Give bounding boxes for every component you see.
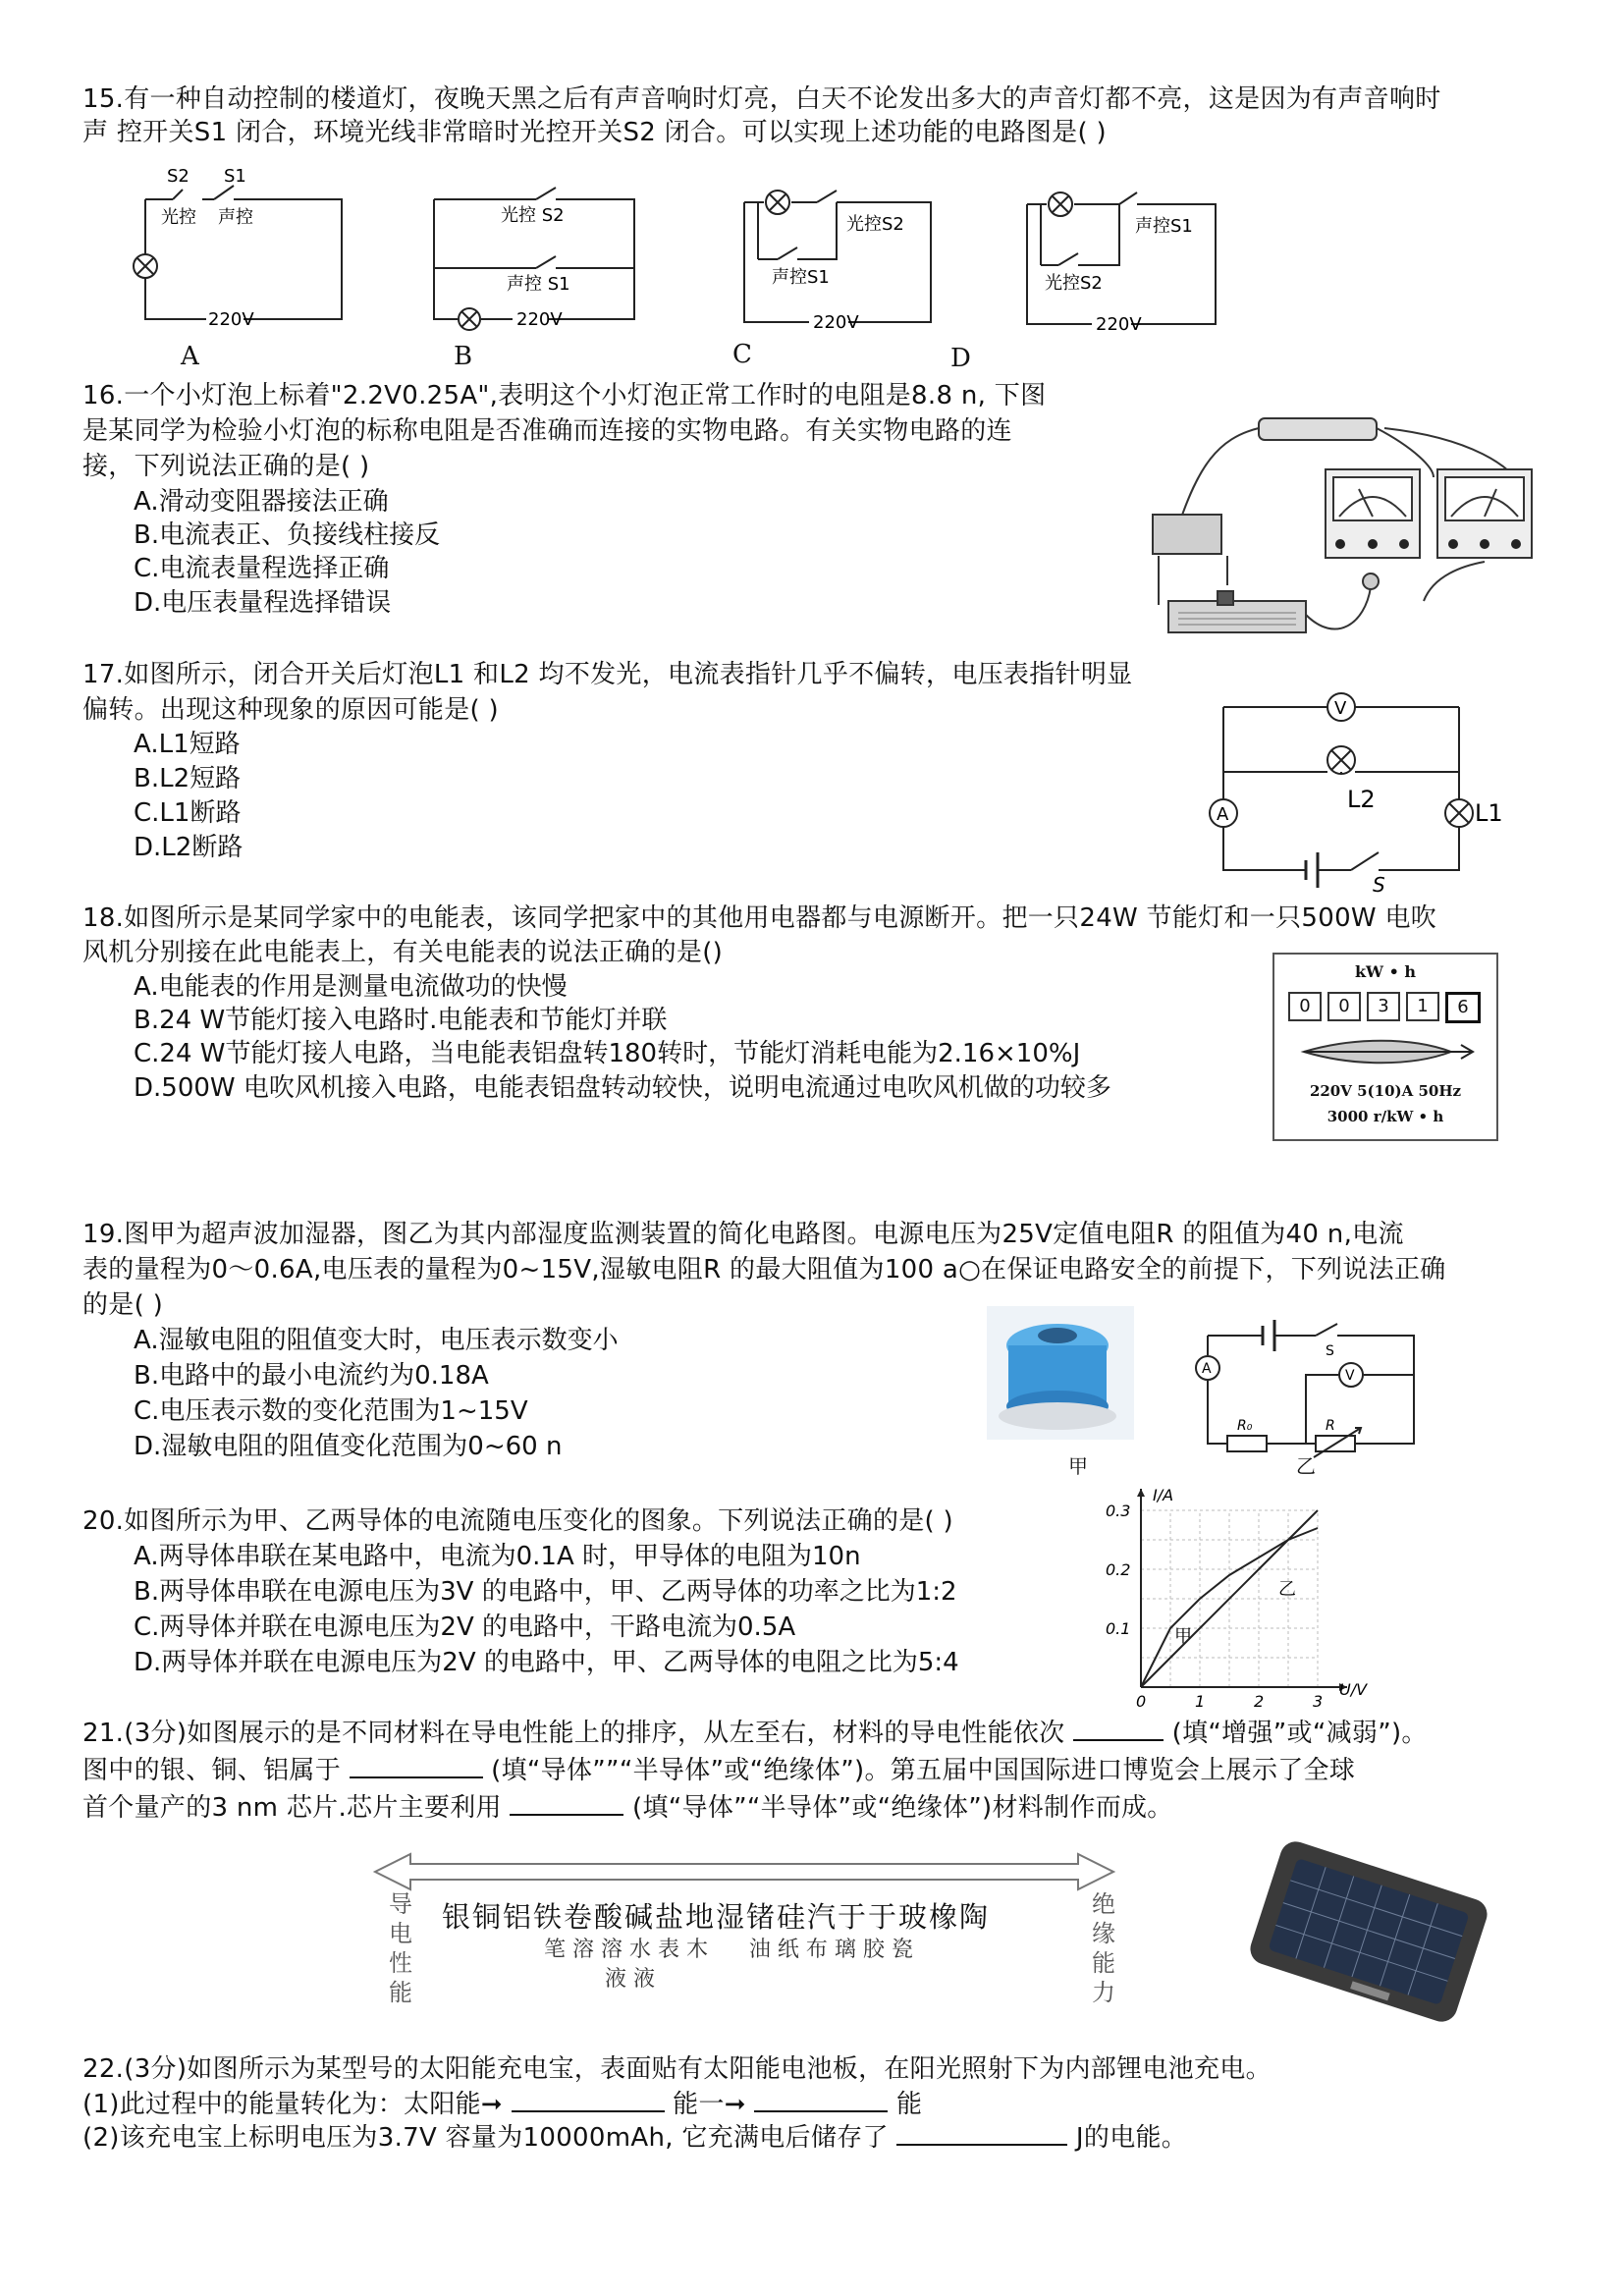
q22-part2-text-b: J的电能。 (1075, 2123, 1188, 2153)
circuit-c-bottom-label: 声控S1 (772, 267, 830, 288)
q19-circuit-diagram (1188, 1316, 1434, 1453)
q15-line2: 声 控开关S1 闭合，环境光线非常暗时光控开关S2 闭合。可以实现上述功能的电路图是( ) (82, 118, 1107, 147)
circuit-a-label: A (181, 342, 199, 371)
q19-option-d: D.湿敏电阻的阻值变化范围为0~60 n (134, 1432, 563, 1461)
bar-materials-row: 银铜铝铁卷酸碱盐地湿锗硅汽于于玻橡陶 (442, 1900, 991, 1934)
q21-blank-3[interactable] (510, 1792, 623, 1816)
circuit-b-voltage-label: 220V (516, 309, 563, 330)
bar-right-char: 能 (1092, 1949, 1115, 1977)
q21-line1-text-a: 21.(3分)如图展示的是不同材料在导电性能上的排序，从左至右，材料的导电性能依次 (82, 1719, 1065, 1748)
lamp-l1-label: L1 (1475, 799, 1503, 827)
series-label: 甲 (1174, 1626, 1192, 1647)
circuit-c-voltage-label: 220V (813, 312, 859, 333)
voltmeter-icon: V (1334, 698, 1347, 719)
y-axis-arrow-icon (1137, 1489, 1145, 1497)
y-tick-label: 0.1 (1106, 1619, 1131, 1638)
q20-option-a: A.两导体串联在某电路中，电流为0.1A 时，甲导体的电阻为10n (134, 1542, 861, 1571)
q19-line1: 19.图甲为超声波加湿器，图乙为其内部湿度监测装置的简化电路图。电源电压为25V定值电阻R 的阻值为40 n,电流 (82, 1220, 1404, 1249)
q18-energy-meter (1272, 953, 1498, 1141)
series-label: 乙 (1278, 1579, 1296, 1600)
q19-fig-yi-label: 乙 (1296, 1454, 1316, 1478)
q18-line1: 18.如图所示是某同学家中的电能表，该同学把家中的其他用电器都与电源断开。把一只24W 节能灯和一只500W 电吹 (82, 903, 1437, 933)
q17-circuit-diagram (1204, 678, 1503, 897)
circuit-c-top-label: 光控S2 (846, 214, 904, 235)
q18-option-b: B.24 W节能灯接入电路时.电能表和节能灯并联 (134, 1006, 668, 1035)
q21-line3-text-b: (填“导体”“半导体”或“绝缘体”)材料制作而成。 (632, 1793, 1173, 1823)
bar-left-char: 性 (389, 1949, 412, 1977)
q21-line1-text-b: (填“增强”或“减弱”)。 (1171, 1719, 1428, 1748)
ammeter-icon: A (1202, 1361, 1212, 1377)
q22-part1-text-c: 能 (896, 2090, 923, 2119)
q16-line3: 接，下列说法正确的是( ) (82, 452, 370, 481)
circuit-a-guangkong-label: 光控 (161, 207, 196, 228)
q20-line: 20.如图所示为甲、乙两导体的电流随电压变化的图象。下列说法正确的是( ) (82, 1506, 954, 1536)
q22-solar-powerbank-photo (1221, 1838, 1516, 2025)
x-tick-label: 3 (1313, 1692, 1324, 1711)
q19-option-c: C.电压表示数的变化范围为1~15V (134, 1396, 528, 1426)
q21-line1 (82, 1717, 1428, 1750)
q17-option-b: B.L2短路 (134, 764, 242, 793)
circuit-d-voltage-label: 220V (1096, 314, 1142, 335)
q18-option-d: D.500W 电吹风机接入电路，电能表铝盘转动较快，说明电流通过电吹风机做的功较多 (134, 1073, 1111, 1103)
q21-line2-text-a: 图中的银、铜、铝属于 (82, 1756, 342, 1785)
meter-spec-label: 220V 5(10)A 50Hz (1309, 1082, 1462, 1100)
q19-humidifier-photo (987, 1306, 1134, 1440)
circuit-d-label: D (950, 344, 971, 373)
q17-option-a: A.L1短路 (134, 730, 241, 759)
q19-option-b: B.电路中的最小电流约为0.18A (134, 1361, 489, 1391)
q18-line2: 风机分别接在此电能表上，有关电能表的说法正确的是() (82, 938, 724, 967)
voltmeter-icon: V (1345, 1368, 1355, 1384)
meter-digit: 6 (1445, 992, 1481, 1023)
circuit-a-shengkong-label: 声控 (218, 207, 253, 228)
meter-digit: 0 (1288, 992, 1322, 1021)
circuit-a-s2-label: S2 (167, 166, 189, 187)
q22-part2-text-a: (2)该充电宝上标明电压为3.7V 容量为10000mAh, 它充满电后储存了 (82, 2123, 889, 2153)
q22-part1 (82, 2088, 922, 2121)
q17-line1: 17.如图所示，闭合开关后灯泡L1 和L2 均不发光，电流表指针几乎不偏转，电压表指针明显 (82, 660, 1133, 689)
q22-part1-text-b: 能一➞ (673, 2090, 746, 2119)
q19-line3: 的是( ) (82, 1290, 164, 1320)
q15-circuit-a (128, 162, 353, 339)
q18-option-a: A.电能表的作用是测量电流做功的快慢 (134, 972, 568, 1002)
meter-digit: 0 (1327, 992, 1361, 1021)
q21-line3 (82, 1791, 1173, 1825)
x-tick-label: 0 (1136, 1692, 1147, 1711)
q22-blank-2[interactable] (754, 2089, 888, 2112)
bar-left-char: 能 (389, 1979, 412, 2006)
circuit-a-voltage-label: 220V (208, 309, 254, 330)
circuit-b-top-label: 光控 S2 (501, 205, 565, 226)
circuit-d-bottom-label: 光控S2 (1045, 273, 1103, 294)
bar-right-char: 缘 (1092, 1920, 1115, 1947)
q16-line1: 16.一个小灯泡上标着"2.2V0.25A",表明这个小灯泡正常工作时的电阻是8.8 n, 下图 (82, 381, 1047, 410)
q21-blank-2[interactable] (350, 1755, 483, 1778)
bar-materials-subrow2: 液 液 (605, 1967, 655, 1992)
q20-option-c: C.两导体并联在电源电压为2V 的电路中，干路电流为0.5A (134, 1612, 796, 1642)
q15-circuit-d (1021, 187, 1227, 344)
y-axis-label: I/A (1153, 1486, 1174, 1504)
q18-option-c: C.24 W节能灯接人电路，当电能表铝盘转180转时，节能灯消耗电能为2.16×10%J (134, 1039, 1081, 1068)
q22-part1-text-a: (1)此过程中的能量转化为：太阳能➞ (82, 2090, 504, 2119)
circuit-c-label: C (732, 340, 752, 369)
switch-s-label: S (1326, 1343, 1334, 1359)
x-axis-label: U/V (1339, 1680, 1368, 1699)
q16-option-c: C.电流表量程选择正确 (134, 554, 390, 583)
q15-circuit-b (428, 191, 644, 339)
q15-line1: 15.有一种自动控制的楼道灯，夜晚天黑之后有声音响时灯亮，白天不论发出多大的声音灯都不亮，这是因为有声音响时 (82, 84, 1441, 114)
q22-part2 (82, 2121, 1187, 2155)
q22-line: 22.(3分)如图所示为某型号的太阳能充电宝，表面贴有太阳能电池板，在阳光照射下为内部锂电池充电。 (82, 2054, 1272, 2084)
circuit-b-label: B (454, 342, 473, 371)
lamp-l2-label: L2 (1347, 786, 1376, 813)
y-tick-label: 0.2 (1106, 1560, 1131, 1579)
q16-line2: 是某同学为检验小灯泡的标称电阻是否准确而连接的实物电路。有关实物电路的连 (82, 416, 1012, 446)
q21-line2-text-b: (填“导体””“半导体”或“绝缘体”)。第五届中国国际进口博览会上展示了全球 (491, 1756, 1356, 1785)
q17-option-d: D.L2断路 (134, 833, 244, 862)
y-tick-label: 0.3 (1106, 1502, 1131, 1520)
q20-option-b: B.两导体串联在电源电压为3V 的电路中，甲、乙两导体的功率之比为1:2 (134, 1577, 957, 1607)
bar-left-char: 导 (389, 1890, 412, 1918)
q22-blank-3[interactable] (896, 2122, 1067, 2146)
q15-circuit-c (738, 185, 945, 342)
bar-left-char: 电 (389, 1920, 412, 1947)
ammeter-icon: A (1217, 804, 1229, 825)
bar-materials-subrow1: 笔 溶 溶 水 表 木 油 纸 布 璃 胶 瓷 (544, 1938, 913, 1962)
resistor-r-label: R (1326, 1418, 1335, 1434)
bar-right-label (1092, 1889, 1117, 2007)
q19-line2: 表的量程为0～0.6A,电压表的量程为0~15V,湿敏电阻R 的最大阻值为100 a○在保证电路安全的前提下，下列说法正确 (82, 1255, 1446, 1284)
meter-disc-icon (1294, 1037, 1481, 1066)
switch-s-label: S (1373, 873, 1385, 897)
double-arrow-icon (371, 1852, 1117, 1891)
q16-option-a: A.滑动变阻器接法正确 (134, 487, 389, 517)
circuit-d-top-label: 声控S1 (1135, 216, 1193, 237)
bar-right-char: 绝 (1092, 1890, 1115, 1918)
q22-blank-1[interactable] (512, 2089, 665, 2112)
q21-line3-text-a: 首个量产的3 nm 芯片.芯片主要利用 (82, 1793, 502, 1823)
q20-iu-chart (1102, 1486, 1386, 1726)
meter-digit: 3 (1367, 992, 1400, 1021)
q17-line2: 偏转。出现这种现象的原因可能是( ) (82, 695, 499, 725)
circuit-a-s1-label: S1 (224, 166, 246, 187)
q21-conductivity-bar (371, 1852, 1117, 2029)
q21-line2 (82, 1754, 1355, 1787)
q19-option-a: A.湿敏电阻的阻值变大时，电压表示数变小 (134, 1326, 619, 1355)
q16-option-d: D.电压表量程选择错误 (134, 588, 392, 618)
meter-rate-label: 3000 r/kW • h (1326, 1108, 1444, 1125)
meter-digit: 1 (1406, 992, 1439, 1021)
q21-blank-1[interactable] (1073, 1718, 1164, 1741)
q19-fig-jia-label: 甲 (1068, 1454, 1088, 1478)
q16-option-b: B.电流表正、负接线柱接反 (134, 520, 441, 550)
bar-left-label (389, 1889, 414, 2007)
q16-circuit-photo (1139, 409, 1551, 644)
circuit-b-bottom-label: 声控 S1 (507, 274, 570, 295)
meter-digits (1288, 992, 1481, 1023)
q20-option-d: D.两导体并联在电源电压为2V 的电路中，甲、乙两导体的电阻之比为5:4 (134, 1648, 959, 1677)
resistor-r0-label: R₀ (1237, 1418, 1253, 1434)
meter-unit-label: kW • h (1354, 962, 1417, 981)
x-tick-label: 2 (1254, 1692, 1265, 1711)
q17-option-c: C.L1断路 (134, 798, 242, 828)
x-tick-label: 1 (1195, 1692, 1206, 1711)
bar-right-char: 力 (1092, 1979, 1115, 2006)
